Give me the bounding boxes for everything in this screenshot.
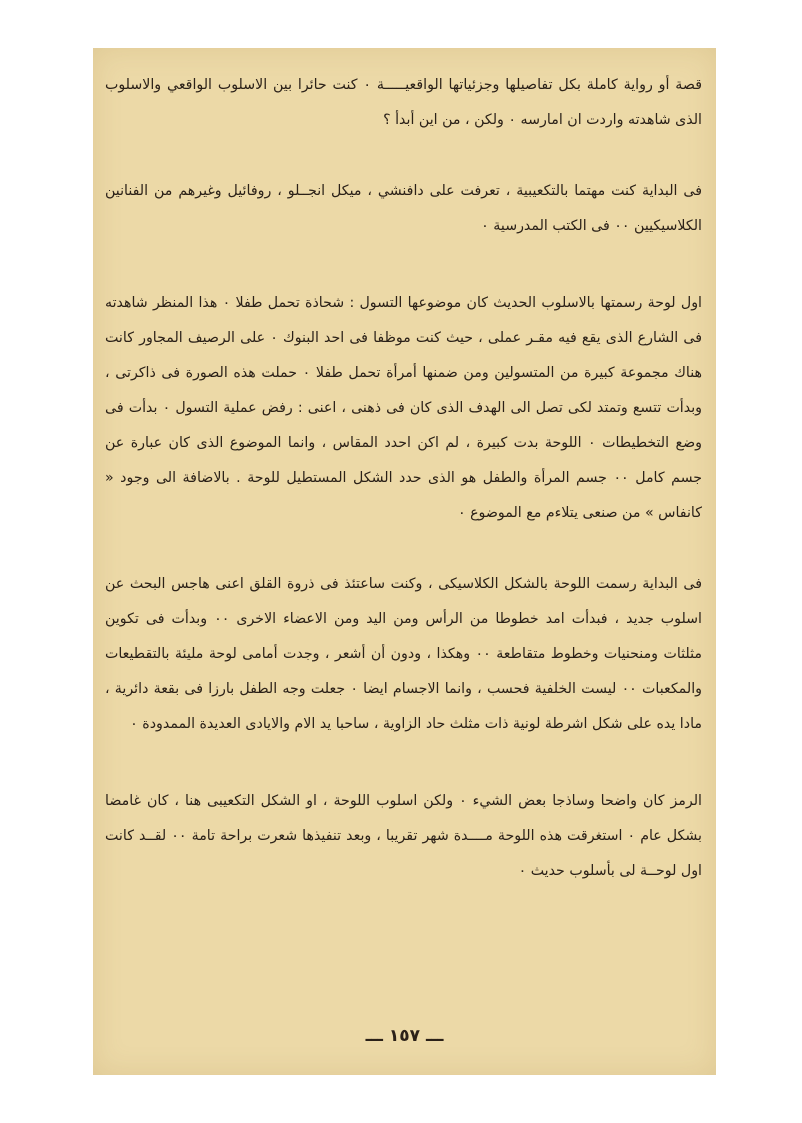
paragraph-3: اول لوحة رسمتها بالاسلوب الحديث كان موضوعها التسول : شحاذة تحمل طفلا ٠ هذا المنظر شاهدته فى الشارع الذى يقع فيه مقـر عملى ، حيث كنت موظفا فى احد البنوك ٠ على الرصيف المجاور كانت هناك مجموعة كبيرة من المتسولين ومن ضمنها أمرأة تحمل طفلا ٠ حملت هذه الصورة فى ذاكرتى ، وبدأت تتسع وتمتد لكى تصل الى الهدف الذى كان فى ذهنى ، اعنى : رفض عملية التسول ٠ بدأت فى وضع التخطيطات ٠ اللوحة بدت كبيرة ، لم اكن احدد المقاس ، وانما الموضوع الذى كان عبارة عن جسم كامل ٠٠ جسم المرأة والطفل هو الذى حدد الشكل المستطيل للوحة . بالاضافة الى وجود « كانفاس » من صنعى يتلاءم مع الموضوع ٠: [105, 295, 702, 521]
page-body: [105, 68, 702, 889]
paragraph-2: فى البداية كنت مهتما بالتكعيبية ، تعرفت على دافنشي ، ميكل انجــلو ، روفائيل وغيرهم من الفنانين الكلاسيكيين ٠٠ فى الكتب المدرسية ٠: [105, 183, 702, 234]
paragraph-5: الرمز كان واضحا وساذجا بعض الشيء ٠ ولكن اسلوب اللوحة ، او الشكل التكعيبى هنا ، كان غامضا بشكل عام ٠ استغرقت هذه اللوحة مــــدة شهر تقريبا ، وبعد تنفيذها شعرت براحة تامة ٠٠ لقــد كانت اول لوحــة لى بأسلوب حديث ٠: [105, 793, 702, 879]
paragraph-1: قصة أو رواية كاملة بكل تفاصيلها وجزئياتها الواقعيـــــة ٠ كنت حائرا بين الاسلوب الواقعي والاسلوب الذى شاهدته واردت ان امارسه ٠ ولكن ، من اين أبدأ ؟: [105, 77, 702, 128]
page-number: ـــ ١٥٧ ـــ: [365, 1026, 444, 1046]
book-page: [93, 48, 716, 1075]
paragraph-4: فى البداية رسمت اللوحة بالشكل الكلاسيكى ، وكنت ساعتئذ فى ذروة القلق اعنى هاجس البحث عن اسلوب جديد ، فبدأت امد خطوطا من الرأس ومن اليد ومن الاعضاء الاخرى ٠٠ وبدأت فى تكوين مثلثات ومنحنيات وخطوط متقاطعة ٠٠ وهكذا ، ودون أن أشعر ، وجدت أمامى لوحة مليئة بالتقطيعات والمكعبات ٠٠ ليست الخلفية فحسب ، وانما الاجسام ايضا ٠ جعلت وجه الطفل بارزا فى بقعة دائرية ، مادا يده على شكل اشرطة لونية ذات مثلث حاد الزاوية ، ساحبا يد الام والايادى العديدة الممدودة ٠: [105, 576, 703, 732]
